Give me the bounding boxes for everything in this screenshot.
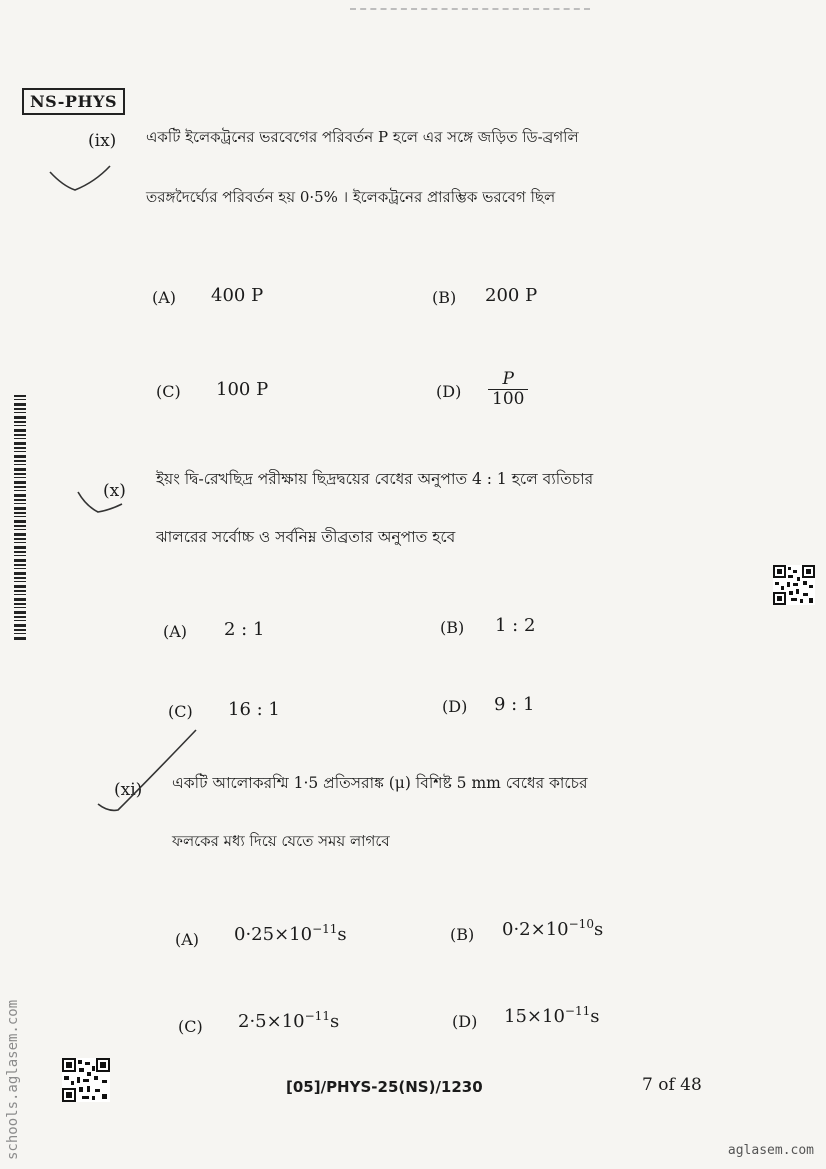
paper-code-label: NS-PHYS [22,88,125,115]
option-d-value: 9 : 1 [494,694,535,715]
question-text-line-1: একটি আলোকরশ্মি 1·5 প্রতিসরাঙ্ক (μ) বিশিষ্ট 5 mm বেধের কাচের [172,774,588,792]
exponent: −10 [568,917,594,931]
option-c-value: 100 P [216,379,269,400]
mantissa: 2·5×10 [238,1011,305,1032]
unit: s [337,924,347,945]
option-b-value [502,917,603,940]
vertical-watermark: schools.aglasem.com [5,999,21,1160]
unit: s [593,919,604,940]
option-label: (C) [178,1017,203,1036]
option-a-value: 2 : 1 [224,619,265,640]
option-label: (A) [152,288,177,307]
exponent: −11 [312,922,338,936]
unit: s [590,1006,600,1027]
option-label: (D) [452,1012,478,1031]
unit: s [329,1011,340,1032]
option-label: (D) [436,382,462,401]
mantissa: 0·2×10 [502,919,569,940]
fraction-denominator: 100 [492,388,525,409]
bottom-watermark: aglasem.com [727,1143,814,1158]
page-number: 7 of 48 [642,1075,702,1095]
option-d-value [504,1004,599,1027]
option-label: (B) [440,618,465,637]
question-text-line-1: ইয়ং দ্বি-রেখছিদ্র পরীক্ষায় ছিদ্রদ্বয়ের বেধের অনুপাত 4 : 1 হলে ব্যতিচার [156,470,594,488]
question-number: (x) [103,481,126,501]
option-c-value [238,1009,339,1032]
question-text-line-1: একটি ইলেকট্রনের ভরবেগের পরিবর্তন P হলে এর সঙ্গে জড়িত ডি-ব্রগলি [146,128,579,146]
question-text-line-2: ফলকের মধ্য দিয়ে যেতে সময় লাগবে [172,832,390,850]
question-number: (ix) [88,131,117,151]
option-c-value: 16 : 1 [228,699,280,720]
top-scan-line [350,8,590,10]
option-b-value: 1 : 2 [495,615,536,636]
qr-code-icon [62,1058,110,1102]
mantissa: 15×10 [504,1006,565,1027]
exponent: −11 [304,1009,330,1023]
question-number: (xi) [114,780,143,800]
option-label: (A) [163,622,188,641]
option-label: (B) [450,925,475,944]
barcode-strip [14,395,26,640]
exponent: −11 [564,1004,591,1018]
qr-code-icon [773,565,815,605]
option-d-fraction [488,370,528,408]
question-text-line-2: ঝালরের সর্বোচ্চ ও সর্বনিম্ন তীব্রতার অনুপাত হবে [156,528,456,546]
option-label: (C) [168,702,193,721]
question-text-line-2: তরঙ্গদৈর্ঘ্যের পরিবর্তন হয় 0·5% । ইলেকট্রনের প্রারম্ভিক ভরবেগ ছিল [146,188,556,206]
option-label: (B) [432,288,457,307]
fraction-numerator: P [488,370,528,390]
option-a-value: 400 P [211,285,264,306]
option-label: (D) [442,697,468,716]
tick-mark-icon [45,160,115,200]
option-label: (A) [175,930,200,949]
option-label: (C) [156,382,181,401]
option-a-value [234,922,347,945]
option-b-value: 200 P [485,285,538,306]
mantissa: 0·25×10 [234,924,313,945]
paper-reference: [05]/PHYS-25(NS)/1230 [286,1078,483,1096]
